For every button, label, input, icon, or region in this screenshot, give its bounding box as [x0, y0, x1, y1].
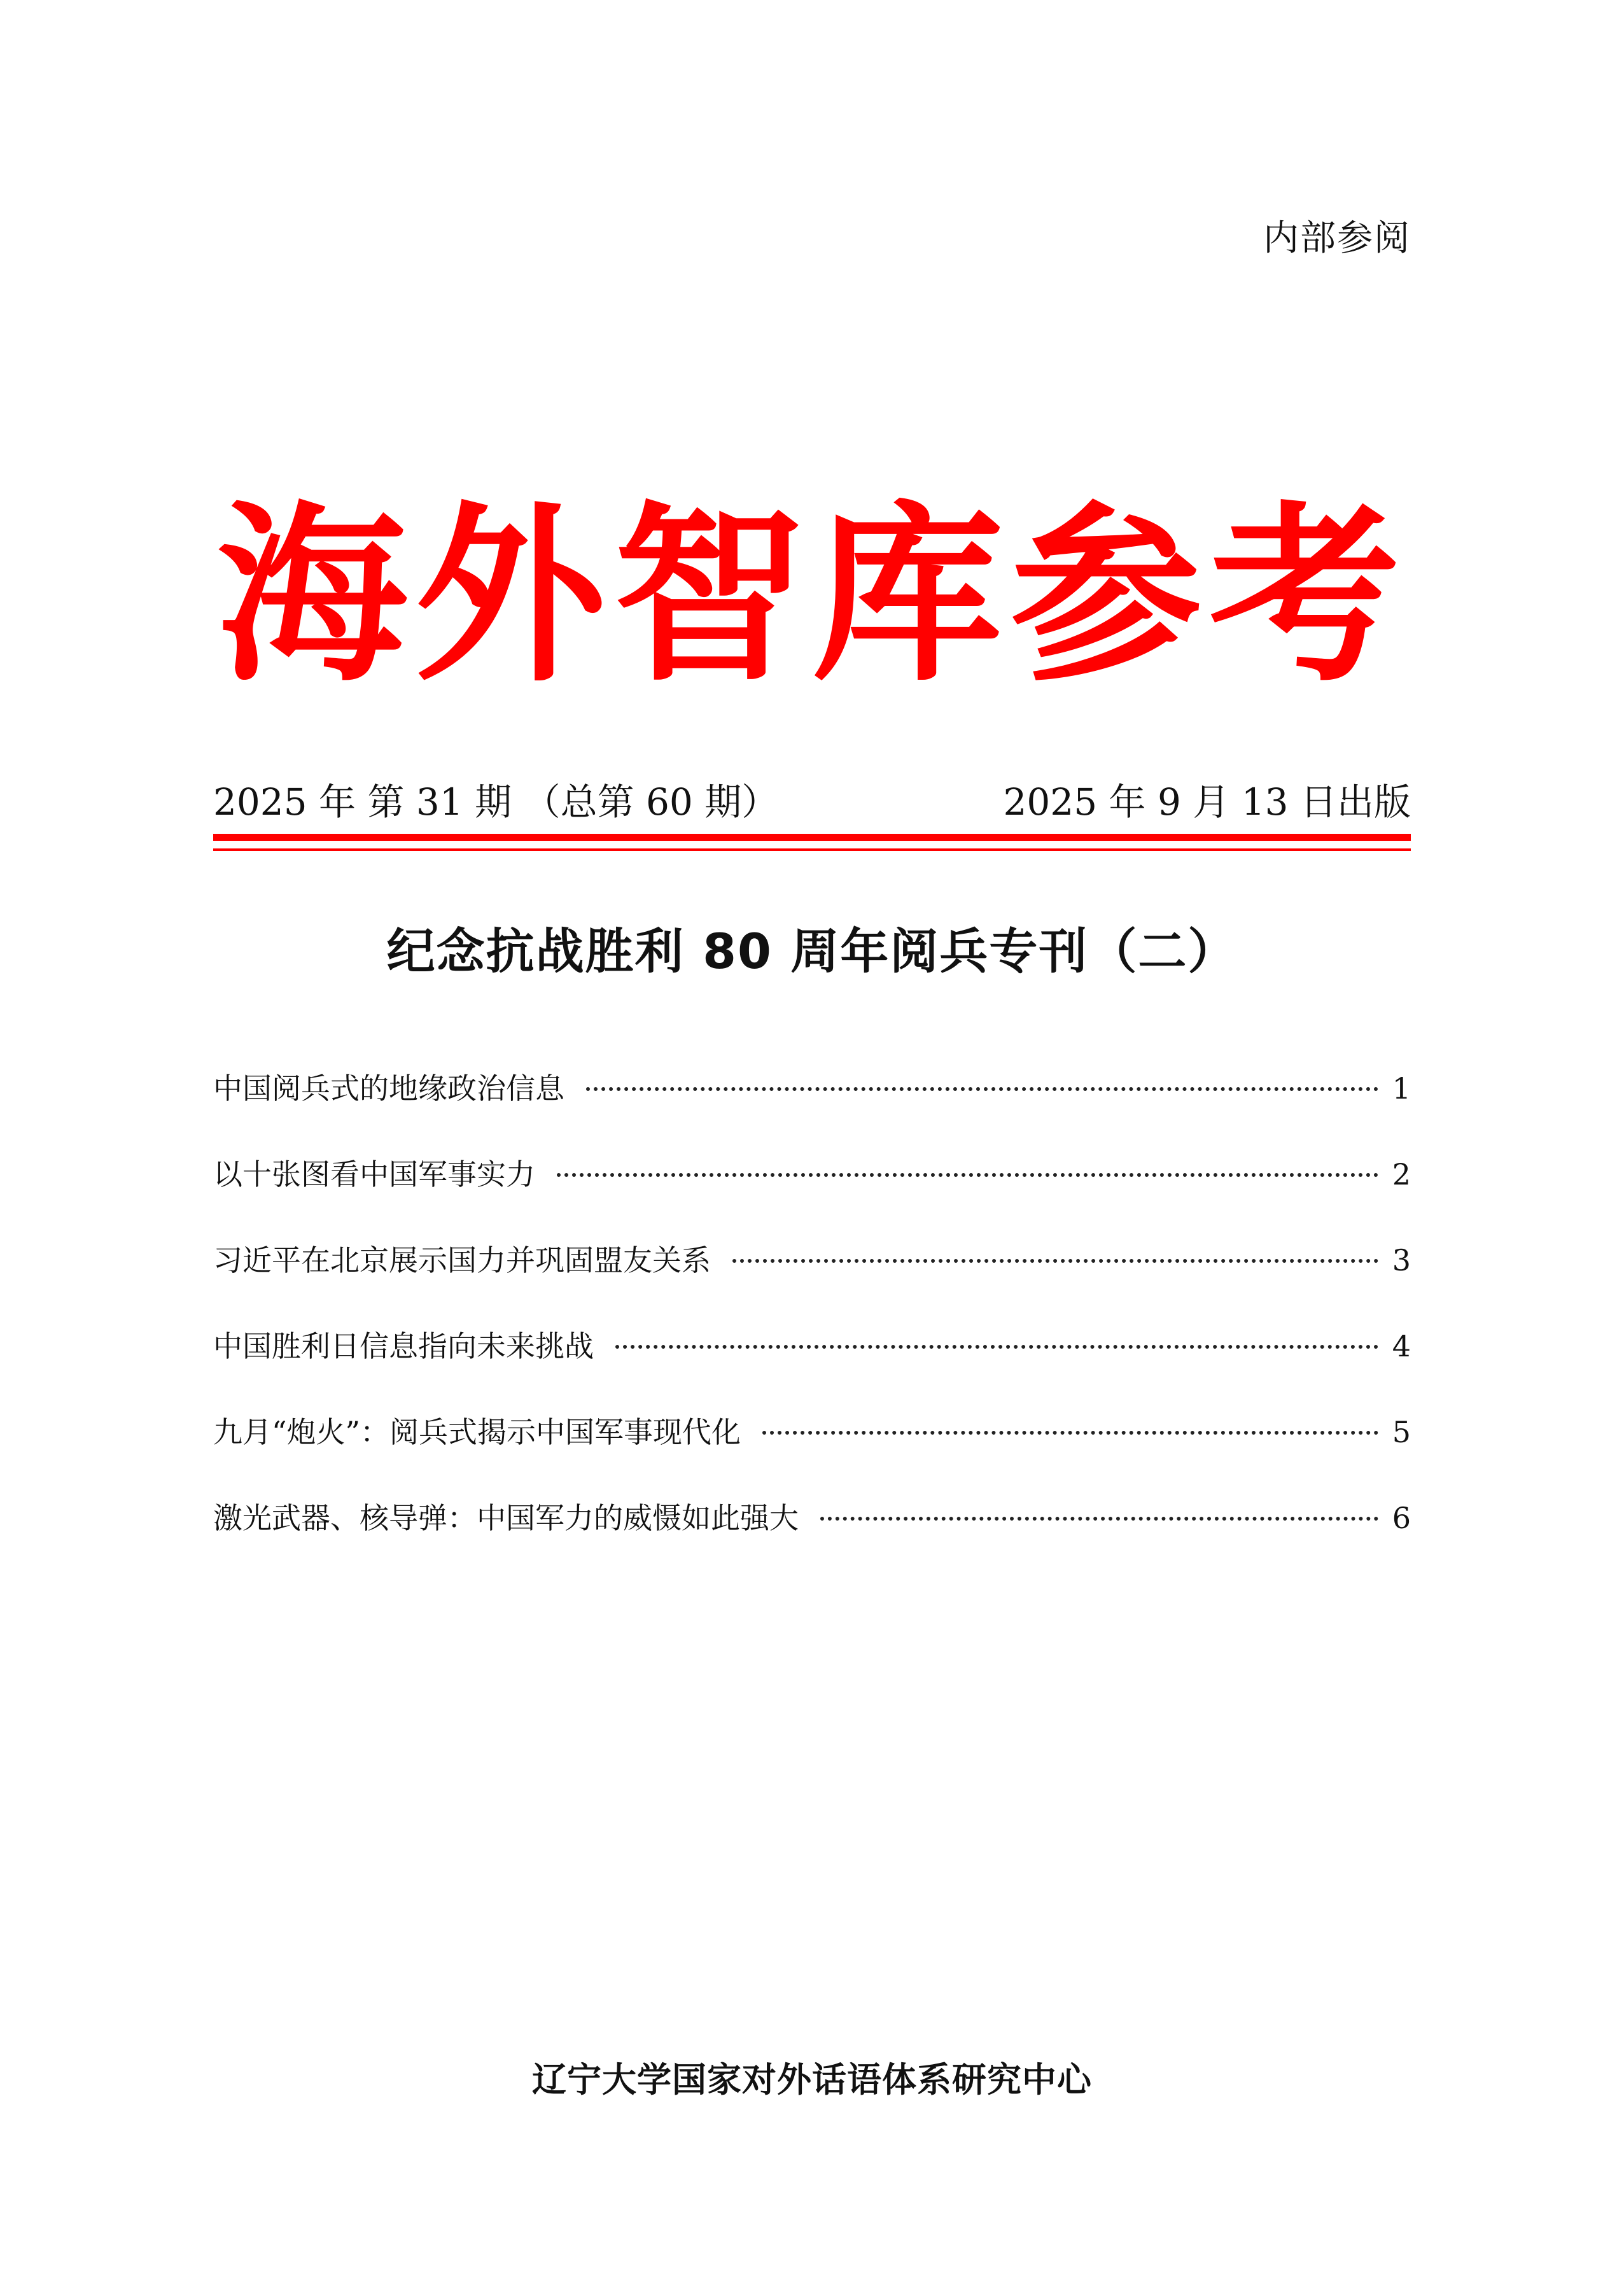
- toc-item-title: 中国阅兵式的地缘政治信息: [213, 1071, 564, 1106]
- toc-item-page: 5: [1392, 1415, 1411, 1449]
- table-of-contents: [213, 1066, 1411, 1582]
- toc-item[interactable]: [213, 1496, 1411, 1582]
- dot-leader: [557, 1173, 1378, 1177]
- issue-number: 2025 年 第 31 期 （总第 60 期）: [213, 780, 779, 824]
- toc-item-page: 2: [1392, 1157, 1411, 1192]
- toc-item-page: 3: [1392, 1243, 1411, 1277]
- toc-item[interactable]: [213, 1066, 1411, 1152]
- toc-item[interactable]: [213, 1152, 1411, 1238]
- dot-leader: [762, 1431, 1378, 1435]
- toc-item-title: 激光武器、核导弹：中国军力的威慑如此强大: [213, 1501, 799, 1535]
- red-rule-thick: [213, 834, 1411, 841]
- dot-leader: [820, 1517, 1378, 1521]
- red-rule-thin: [213, 848, 1411, 851]
- toc-item-title: 中国胜利日信息指向未来挑战: [213, 1329, 594, 1363]
- dot-leader: [732, 1259, 1378, 1263]
- dot-leader: [615, 1345, 1378, 1349]
- toc-item[interactable]: [213, 1410, 1411, 1496]
- masthead-title: 海外智库参考: [216, 482, 1408, 707]
- toc-item-page: 4: [1392, 1329, 1411, 1363]
- toc-item-page: 6: [1392, 1501, 1411, 1535]
- toc-item-title: 以十张图看中国军事实力: [213, 1157, 535, 1192]
- toc-item-page: 1: [1392, 1071, 1411, 1106]
- toc-item[interactable]: [213, 1238, 1411, 1324]
- publication-date: 2025 年 9 月 13 日出版: [1003, 780, 1411, 824]
- classification-label: 内部参阅: [1263, 218, 1411, 259]
- issue-info-line: [213, 777, 1411, 827]
- toc-item-title: 习近平在北京展示国力并巩固盟友关系: [213, 1243, 711, 1277]
- special-issue-title: 纪念抗战胜利 80 周年阅兵专刊（二）: [386, 923, 1238, 980]
- toc-item[interactable]: [213, 1324, 1411, 1410]
- toc-item-title: 九月“炮火”：阅兵式揭示中国军事现代化: [213, 1415, 741, 1449]
- publisher-name: 辽宁大学国家对外话语体系研究中心: [532, 2060, 1092, 2100]
- dot-leader: [586, 1087, 1378, 1091]
